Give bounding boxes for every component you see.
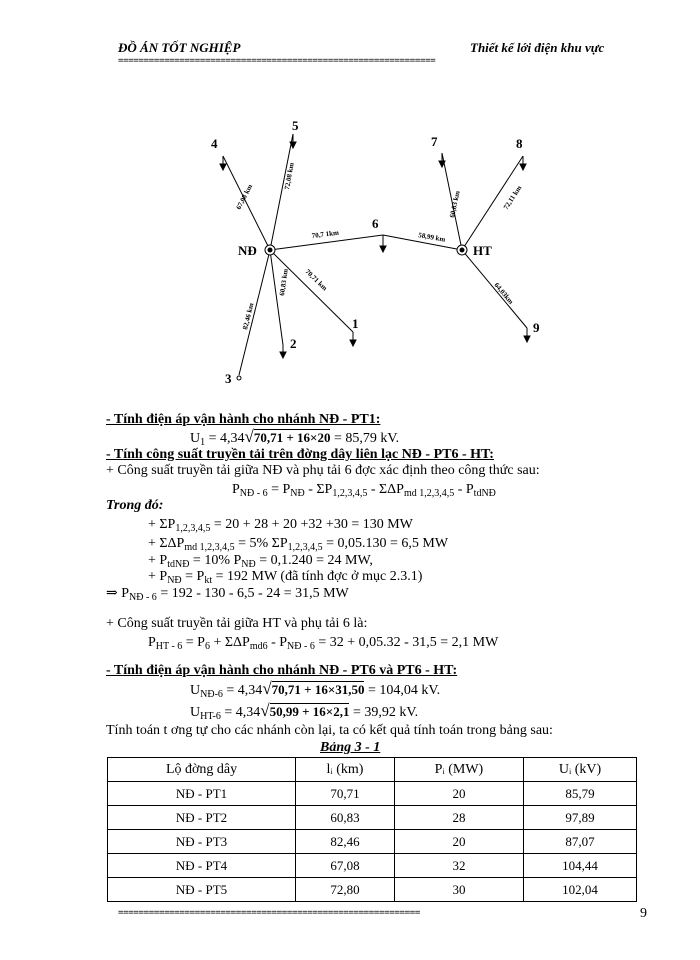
node-8-label: 8 [516,136,523,151]
cell: 87,07 [524,830,637,854]
node-3-label: 3 [225,371,232,386]
col-header-power: Pᵢ (MW) [394,758,523,782]
cell: NĐ - PT5 [108,878,296,902]
node-nd-label: NĐ [238,243,257,258]
formula-p-nd6: $P_{NĐ - 6} = P_{NĐ} - \Sigma P_{1,2,3,4,5} - \Sigma\Delta P_{md 1,2,3,4,5} - P_{tdNĐ}$ [232,482,496,499]
cell: 72,80 [296,878,395,902]
line-p-td: + $P_{tdNĐ} = 10\%$ $P_{NĐ} = 0,1.240 = 24$ MW, [148,553,373,570]
page-number: 9 [640,906,647,921]
col-header-line: Lộ đờng dây [108,758,296,782]
line-sum-p: + $\Sigma P_{1,2,3,4,5} = 20 + 28 + 20 +32 +30 = 130$ MW [148,517,413,534]
table-caption: Bảng 3 - 1 [320,740,381,755]
len-nd-3: 82,46 km [241,302,256,331]
cell: NĐ - PT4 [108,854,296,878]
formula-u-nd6: $U_{NĐ-6} = 4,34√70,71 + 16\times 31,50 = 104,04$ kV. [190,679,441,700]
cell: NĐ - PT3 [108,830,296,854]
line-nd-4 [223,156,270,250]
cell: 67,08 [296,854,395,878]
len-nd-5: 72,08 km [283,162,296,191]
results-table [107,757,637,902]
table-header-row [108,758,637,782]
col-header-voltage: Uᵢ (kV) [524,758,637,782]
cell: 32 [394,854,523,878]
len-nd-1: 70,71 km [303,267,329,293]
line-p-nd: + $P_{NĐ} = P_{kt} = 192$ MW (đã tính đợc ở mục 2.3.1) [148,569,423,586]
len-6-ht: 58,99 km [417,231,446,244]
network-diagram [0,0,700,400]
header-rule: ============================================================== [118,56,436,66]
para-summary: Tính toán t ơng tự cho các nhánh còn lại, ta có kết quả tính toán trong bảng sau: [106,723,553,738]
footer-rule: =========================================================== [118,908,420,918]
cell: 30 [394,878,523,902]
cell: 20 [394,782,523,806]
col-header-length: lᵢ (km) [296,758,395,782]
len-nd-6: 70,7 1km [311,228,340,240]
table-row [108,806,637,830]
len-ht-7: 60,83 km [448,190,462,219]
node-1-label: 1 [352,316,359,331]
node-7-label: 7 [431,134,438,149]
node-5-label: 5 [292,118,299,133]
cell: 102,04 [524,878,637,902]
implies-icon: ⇒ [106,586,118,601]
len-nd-2: 60,83 km [278,268,290,297]
node-4-label: 4 [211,136,218,151]
cell: 70,71 [296,782,395,806]
para-power-nd6: + Công suất truyền tải giữa NĐ và phụ tải 6 đợc xác định theo công thức sau: [106,463,540,478]
table-row [108,878,637,902]
formula-p-ht6: $P_{HT - 6} = P_6 + \Sigma\Delta P_{md6} - P_{NĐ - 6} = 32 + 0,05.32 - 31,5 = 2,1$ MW [148,635,499,652]
cell: 60,83 [296,806,395,830]
node-9-label: 9 [533,320,540,335]
cell: NĐ - PT1 [108,782,296,806]
cell: NĐ - PT2 [108,806,296,830]
cell: 104,44 [524,854,637,878]
node-2-label: 2 [290,336,297,351]
line-p-nd6-result: ⇒ $P_{NĐ - 6} = 192 - 130 - 6,5 - 24 = 31,5$ MW [106,586,349,603]
cell: 97,89 [524,806,637,830]
line-nd-3 [239,250,270,375]
cell: 82,46 [296,830,395,854]
para-power-ht6: + Công suất truyền tải giữa HT và phụ tải 6 là: [106,616,368,631]
table-row [108,782,637,806]
line-sum-dp: + $\Sigma\Delta P_{md 1,2,3,4,5} = 5\%$ $\Sigma P_{1,2,3,4,5} = 0,05.130 = 6,5$ MW [148,536,449,553]
heading-u1: - Tính điện áp vận hành cho nhánh NĐ - PT1: [106,412,381,427]
cell: 85,79 [524,782,637,806]
cell: 28 [394,806,523,830]
line-nd-5 [270,134,293,250]
heading-power: - Tính công suất truyền tải trên đờng dây liên lạc NĐ - PT6 - HT: [106,447,494,462]
formula-u-ht6: $U_{HT-6} = 4,34√50,99 + 16\times 2,1 = 39,92$ kV. [190,701,419,722]
formula-u1: $U_1 = 4,34√70,71 + 16\times 20 = 85,79$ kV. [190,427,400,448]
len-ht-8: 72,11 km [501,184,524,212]
node-6-label: 6 [372,216,379,231]
label-trong-do: Trong đó: [106,498,164,513]
len-nd-4: 67,08 km [234,183,255,211]
header-title: ĐỒ ÁN TỐT NGHIỆP [118,40,241,55]
node-ht-label: HT [473,243,492,258]
table-row [108,854,637,878]
table-row [108,830,637,854]
line-nd-2 [270,250,283,345]
header-subtitle: Thiết kế lới điện khu vực [470,40,605,55]
heading-u6: - Tính điện áp vận hành cho nhánh NĐ - PT6 và PT6 - HT: [106,663,458,678]
cell: 20 [394,830,523,854]
len-ht-9: 64,03km [492,281,515,306]
line-ht-9 [462,250,527,328]
